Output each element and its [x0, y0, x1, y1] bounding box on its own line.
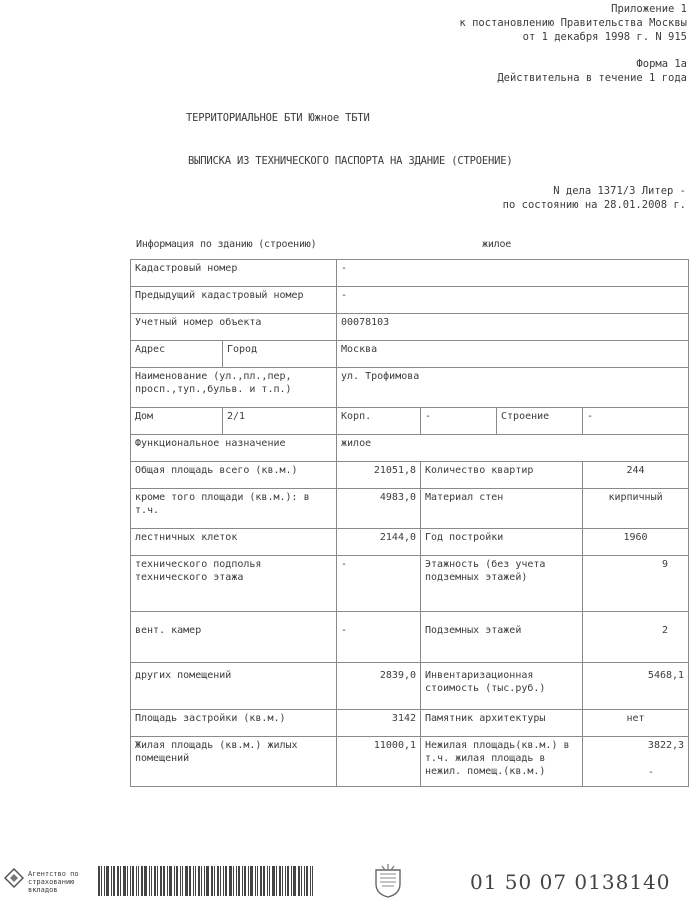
barcode-bar: [149, 866, 150, 896]
barcode-bar: [204, 866, 205, 896]
city-value: Москва: [337, 341, 689, 368]
barcode-bar: [238, 866, 240, 896]
form-header: [497, 57, 687, 85]
floors-label: Этажность (без учета подземных этажей): [421, 556, 583, 612]
korp-label: Корп.: [337, 408, 421, 435]
vent-label: вент. камер: [131, 612, 337, 663]
barcode-bar: [195, 866, 196, 896]
appendix-header: [459, 2, 687, 44]
barcode-bar: [106, 866, 109, 896]
barcode-bar: [225, 866, 227, 896]
stairs-value: 2144,0: [337, 529, 421, 556]
barcode-bar: [127, 866, 128, 896]
underground-label: Подземных этажей: [421, 612, 583, 663]
barcode-bar: [169, 866, 172, 896]
barcode-bar: [310, 866, 311, 896]
form-validity: Действительна в течение 1 года: [497, 72, 687, 84]
table-row: [131, 489, 689, 529]
barcode-bar: [244, 866, 246, 896]
name-label: Наименование (ул.,пл.,пер, просп.,туп.,бульв. и т.п.): [131, 368, 337, 408]
barcode-bar: [214, 866, 215, 896]
table-row: [131, 260, 689, 287]
underground-value: 2: [583, 612, 689, 663]
barcode-bar: [101, 866, 102, 896]
stroenie-value: -: [583, 408, 689, 435]
table-row: [131, 462, 689, 489]
tech-label: технического подполья технического этажа: [131, 556, 337, 612]
barcode-bar: [180, 866, 181, 896]
bti-name: ТЕРРИТОРИАЛЬНОЕ БТИ Южное ТБТИ: [186, 112, 370, 124]
barcode-bar: [157, 866, 158, 896]
barcode-bar: [272, 866, 275, 896]
nonliving-living-value: -: [648, 767, 655, 778]
korp-value: -: [421, 408, 497, 435]
form-number: Форма 1а: [636, 58, 687, 70]
barcode-bar: [138, 866, 139, 896]
barcode-bar: [117, 866, 119, 896]
info-value: жилое: [482, 239, 512, 250]
barcode-bar: [167, 866, 168, 896]
barcode-bar: [217, 866, 219, 896]
barcode-bar: [306, 866, 308, 896]
barcode-icon: [98, 866, 315, 896]
info-label: Информация по зданию (строению): [136, 239, 317, 250]
table-row: [131, 435, 689, 462]
barcode-bar: [236, 866, 237, 896]
dia-logo-icon: [4, 868, 24, 888]
purpose-label: Функциональное назначение: [131, 435, 337, 462]
moscow-emblem-icon: [370, 862, 406, 898]
table-row: [131, 612, 689, 663]
table-row: [131, 710, 689, 737]
year-label: Год постройки: [421, 529, 583, 556]
document-title: ВЫПИСКА ИЗ ТЕХНИЧЕСКОГО ПАСПОРТА НА ЗДАНИЕ (СТРОЕНИЕ): [188, 155, 513, 167]
case-date: по состоянию на 28.01.2008 г.: [502, 199, 686, 211]
barcode-bar: [301, 866, 302, 896]
other-label: других помещений: [131, 663, 337, 710]
passport-table: [130, 259, 689, 787]
barcode-bar: [260, 866, 262, 896]
barcode-bar: [174, 866, 175, 896]
barcode-bar: [163, 866, 165, 896]
barcode-bar: [104, 866, 105, 896]
barcode-bar: [198, 866, 200, 896]
table-row: [131, 408, 689, 435]
year-value: 1960: [583, 529, 689, 556]
barcode-bar: [223, 866, 224, 896]
prev-cadastral-label: Предыдущий кадастровый номер: [131, 287, 337, 314]
barcode-bar: [185, 866, 188, 896]
account-value: 00078103: [337, 314, 689, 341]
table-row: [131, 287, 689, 314]
inv-label: Инвентаризационная стоимость (тыс.руб.): [421, 663, 583, 710]
appendix-line: Приложение 1: [611, 3, 687, 15]
vent-value: -: [337, 612, 421, 663]
nonliving-value: 3822,3: [647, 740, 685, 751]
barcode-bar: [136, 866, 137, 896]
agency-name: Агентство по страхованию вкладов: [28, 870, 79, 894]
barcode-bar: [144, 866, 147, 896]
barcode-bar: [293, 866, 296, 896]
form-serial-number: 01 50 07 0138140: [470, 870, 671, 894]
table-row: [131, 529, 689, 556]
barcode-bar: [267, 866, 268, 896]
barcode-bar: [304, 866, 305, 896]
other-value: 2839,0: [337, 663, 421, 710]
city-label: Город: [223, 341, 337, 368]
table-row: [131, 314, 689, 341]
table-row: [131, 737, 689, 787]
built-value: 3142: [337, 710, 421, 737]
barcode-bar: [220, 866, 221, 896]
total-area-label: Общая площадь всего (кв.м.): [131, 462, 337, 489]
barcode-bar: [298, 866, 300, 896]
barcode-bar: [257, 866, 258, 896]
cadastral-value: -: [337, 260, 689, 287]
living-label: Жилая площадь (кв.м.) жилых помещений: [131, 737, 337, 787]
besides-value: 4983,0: [337, 489, 421, 529]
walls-value: кирпичный: [583, 489, 689, 529]
house-value: 2/1: [223, 408, 337, 435]
barcode-bar: [113, 866, 115, 896]
barcode-bar: [291, 866, 292, 896]
table-row: [131, 368, 689, 408]
barcode-bar: [132, 866, 134, 896]
barcode-bar: [279, 866, 281, 896]
barcode-bar: [242, 866, 243, 896]
barcode-bar: [189, 866, 191, 896]
stroenie-label: Строение: [497, 408, 583, 435]
inv-value: 5468,1: [583, 663, 689, 710]
barcode-bar: [255, 866, 256, 896]
barcode-bar: [263, 866, 265, 896]
apartments-label: Количество квартир: [421, 462, 583, 489]
built-label: Площадь застройки (кв.м.): [131, 710, 337, 737]
barcode-bar: [206, 866, 209, 896]
barcode-bar: [182, 866, 183, 896]
barcode-bar: [154, 866, 156, 896]
nonliving-label: Нежилая площадь(кв.м.) в т.ч. жилая площадь в нежил. помещ.(кв.м.): [421, 737, 583, 787]
barcode-bar: [130, 866, 131, 896]
barcode-bar: [229, 866, 232, 896]
barcode-bar: [120, 866, 121, 896]
stairs-label: лестничных клеток: [131, 529, 337, 556]
barcode-bar: [276, 866, 277, 896]
cadastral-label: Кадастровый номер: [131, 260, 337, 287]
barcode-bar: [211, 866, 213, 896]
living-value: 11000,1: [337, 737, 421, 787]
barcode-bar: [193, 866, 194, 896]
barcode-bar: [250, 866, 253, 896]
monument-label: Памятник архитектуры: [421, 710, 583, 737]
barcode-bar: [141, 866, 143, 896]
barcode-bar: [269, 866, 270, 896]
walls-label: Материал стен: [421, 489, 583, 529]
name-value: ул. Трофимова: [337, 368, 689, 408]
case-info: [503, 184, 686, 212]
barcode-bar: [248, 866, 249, 896]
table-row: [131, 556, 689, 612]
house-label: Дом: [131, 408, 223, 435]
appendix-decree: к постановлению Правительства Москвы: [459, 17, 687, 29]
tech-value: -: [337, 556, 421, 612]
purpose-value: жилое: [337, 435, 689, 462]
nonliving-value-cell: [583, 737, 689, 787]
barcode-bar: [201, 866, 202, 896]
barcode-bar: [111, 866, 112, 896]
barcode-bar: [151, 866, 152, 896]
account-label: Учетный номер объекта: [131, 314, 337, 341]
table-row: [131, 341, 689, 368]
apartments-value: 244: [583, 462, 689, 489]
floors-value: 9: [583, 556, 689, 612]
monument-value: нет: [583, 710, 689, 737]
barcode-bar: [312, 866, 313, 896]
table-row: [131, 663, 689, 710]
prev-cadastral-value: -: [337, 287, 689, 314]
barcode-bar: [160, 866, 162, 896]
appendix-date: от 1 декабря 1998 г. N 915: [522, 31, 687, 43]
barcode-bar: [233, 866, 234, 896]
besides-label: кроме того площади (кв.м.): в т.ч.: [131, 489, 337, 529]
barcode-bar: [98, 866, 100, 896]
address-label: Адрес: [131, 341, 223, 368]
total-area-value: 21051,8: [337, 462, 421, 489]
barcode-bar: [287, 866, 289, 896]
barcode-bar: [285, 866, 286, 896]
barcode-bar: [282, 866, 283, 896]
case-number: N дела 1371/3 Литер -: [553, 185, 686, 197]
barcode-bar: [176, 866, 178, 896]
barcode-bar: [123, 866, 126, 896]
